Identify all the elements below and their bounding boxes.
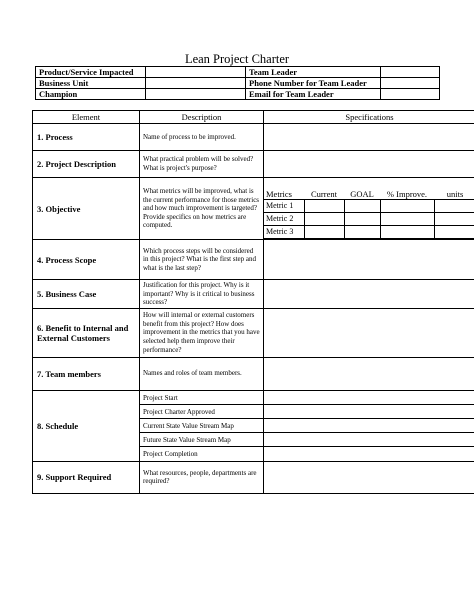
metric-goal[interactable]	[344, 213, 380, 226]
header-right-label: Phone Number for Team Leader	[246, 78, 381, 89]
schedule-dates	[264, 390, 474, 461]
table-row	[33, 308, 474, 357]
element-label: 7. Team members	[33, 357, 140, 390]
metric-row	[264, 226, 474, 239]
table-row	[33, 151, 474, 178]
specification-cell[interactable]	[264, 308, 474, 357]
header-left-label: Champion	[36, 89, 146, 100]
element-label: 8. Schedule	[33, 390, 140, 461]
header-right-label: Team Leader	[246, 67, 381, 78]
specification-cell[interactable]	[264, 280, 474, 309]
element-description: Justification for this project. Why is it important? Why is it critical to business success?	[140, 280, 264, 309]
specification-cell[interactable]	[264, 124, 474, 151]
header-left-value[interactable]	[146, 78, 246, 89]
column-header-element: Element	[33, 111, 140, 124]
charter-table	[32, 110, 474, 494]
metric-current[interactable]	[304, 226, 344, 239]
element-label: 2. Project Description	[33, 151, 140, 178]
column-header-row	[33, 111, 474, 124]
schedule-date[interactable]	[264, 391, 474, 405]
metric-label: Metric 3	[264, 226, 304, 239]
schedule-date[interactable]	[264, 433, 474, 447]
metrics-header: % Improve.	[386, 189, 428, 199]
element-description: What metrics will be improved, what is the current performance for those metrics and how much improvement is targeted? Provide specifics on how metrics are computed.	[140, 178, 264, 240]
schedule-item: Project Charter Approved	[140, 405, 263, 419]
element-label: 6. Benefit to Internal and External Customers	[33, 308, 140, 357]
element-label: 9. Support Required	[33, 461, 140, 493]
metric-current[interactable]	[304, 200, 344, 213]
page-title: Lean Project Charter	[184, 52, 290, 66]
specification-cell	[264, 178, 474, 240]
metric-goal[interactable]	[344, 200, 380, 213]
metrics-header-row	[264, 185, 474, 200]
element-label: 3. Objective	[33, 178, 140, 240]
table-row	[33, 124, 474, 151]
element-description: What practical problem will be solved? What is project's purpose?	[140, 151, 264, 178]
schedule-item: Project Completion	[143, 449, 198, 458]
element-description: Which process steps will be considered in this project? What is the first step and what is the last step?	[140, 240, 264, 280]
header-row	[36, 89, 440, 100]
header-right-value[interactable]	[381, 67, 440, 78]
header-left-label: Business Unit	[36, 78, 146, 89]
table-row	[33, 390, 474, 461]
table-row	[33, 461, 474, 493]
metric-units[interactable]	[434, 226, 474, 239]
metric-units[interactable]	[434, 200, 474, 213]
schedule-date[interactable]	[264, 419, 474, 433]
header-right-value[interactable]	[381, 78, 440, 89]
schedule-item: Current State Value Stream Map	[140, 419, 263, 433]
metrics-table	[264, 185, 474, 239]
header-row	[36, 67, 440, 78]
schedule-list	[140, 390, 264, 461]
element-description: Name of process to be improved.	[140, 124, 264, 151]
metrics-header: units	[446, 189, 464, 199]
header-right-label: Email for Team Leader	[246, 89, 381, 100]
metric-improve[interactable]	[380, 226, 434, 239]
metric-goal[interactable]	[344, 226, 380, 239]
header-left-label: Product/Service Impacted	[36, 67, 146, 78]
element-description: Names and roles of team members.	[140, 357, 264, 390]
schedule-date[interactable]	[264, 405, 474, 419]
specification-cell[interactable]	[264, 151, 474, 178]
metrics-header: Current	[311, 189, 337, 199]
header-left-value[interactable]	[146, 67, 246, 78]
header-right-value[interactable]	[381, 89, 440, 100]
element-label: 5. Business Case	[33, 280, 140, 309]
metrics-header: GOAL	[350, 189, 374, 199]
header-row	[36, 78, 440, 89]
element-description: What resources, people, departments are required?	[140, 461, 264, 493]
element-label: 4. Process Scope	[33, 240, 140, 280]
metric-label: Metric 1	[264, 200, 304, 213]
column-header-specifications: Specifications	[264, 111, 474, 124]
specification-cell[interactable]	[264, 357, 474, 390]
metric-row	[264, 200, 474, 213]
table-row	[33, 357, 474, 390]
element-label: 1. Process	[33, 124, 140, 151]
column-header-description: Description	[140, 111, 264, 124]
element-description: How will internal or external customers benefit from this project? How does improvement in the metrics that you have selected help them improve their performance?	[140, 308, 264, 357]
metric-improve[interactable]	[380, 213, 434, 226]
header-left-value[interactable]	[146, 89, 246, 100]
schedule-item: Project Start	[140, 391, 263, 405]
metric-label: Metric 2	[264, 213, 304, 226]
metric-row	[264, 213, 474, 226]
metric-improve[interactable]	[380, 200, 434, 213]
header-info-table	[35, 66, 440, 100]
table-row	[33, 240, 474, 280]
metrics-header: Metrics	[266, 189, 292, 199]
specification-cell[interactable]	[264, 461, 474, 493]
schedule-date[interactable]	[264, 447, 474, 461]
metric-current[interactable]	[304, 213, 344, 226]
specification-cell[interactable]	[264, 240, 474, 280]
table-row	[33, 280, 474, 309]
table-row	[33, 178, 474, 240]
schedule-item: Future State Value Stream Map	[140, 433, 263, 447]
metric-units[interactable]	[434, 213, 474, 226]
